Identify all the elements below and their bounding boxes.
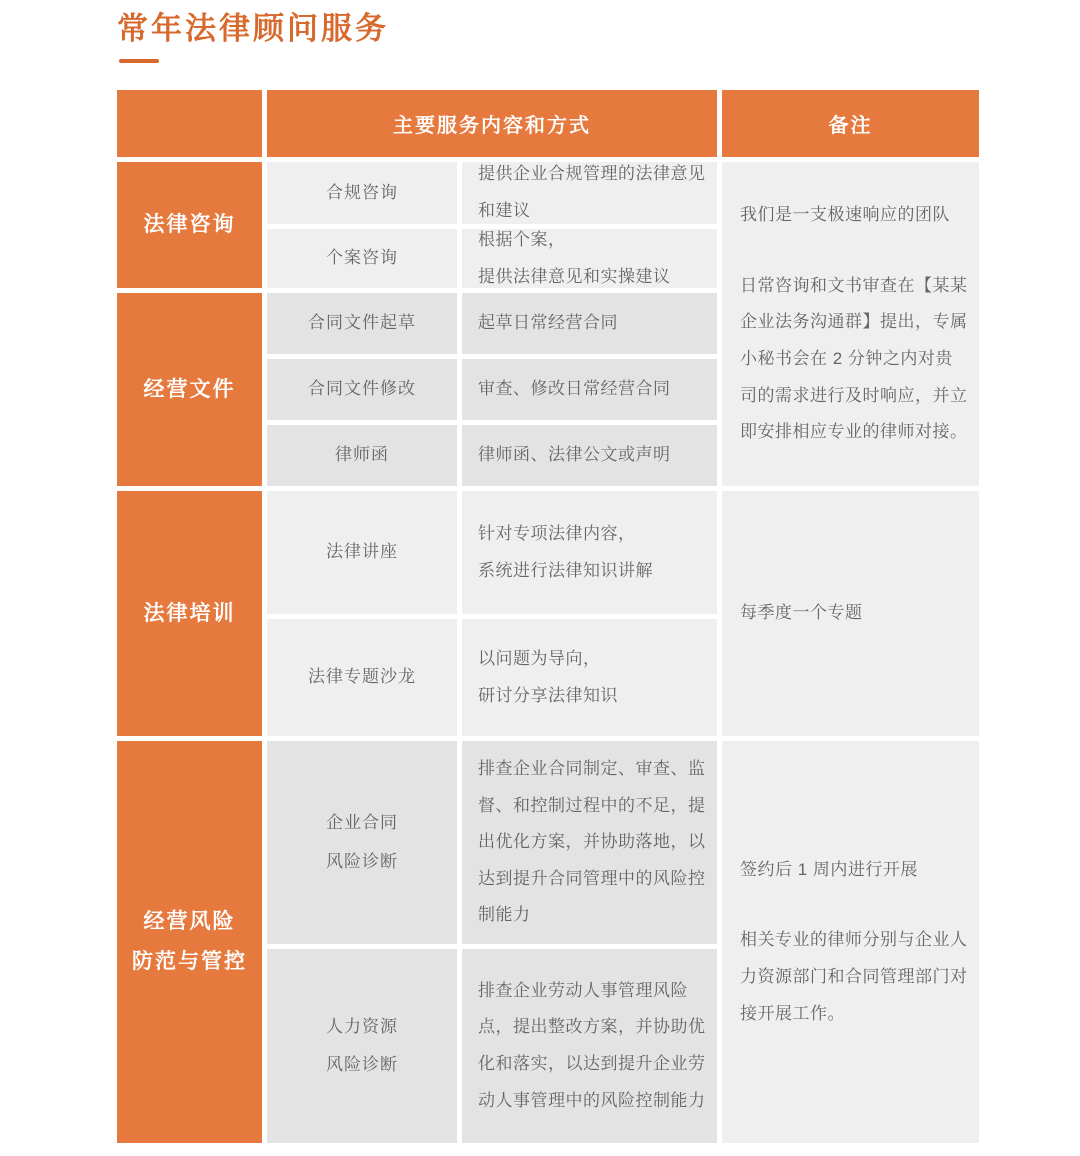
category-label: 法律培训: [143, 601, 236, 625]
note-paragraph: 日常咨询和文书审查在【某某企业法务沟通群】提出，专属小秘书会在 2 分钟之内对贵司的需求进行及时响应，并立即安排相应专业的律师对接。: [740, 275, 968, 442]
service-desc-cell: [462, 741, 717, 944]
category-cell-legal-training: [117, 491, 262, 736]
service-item-label: 法律专题沙龙: [308, 667, 416, 687]
desc-line: 提供企业合规管理的法律意见: [478, 164, 706, 184]
header-services-label: 主要服务内容和方式: [393, 115, 591, 137]
category-cell-legal-consulting: [117, 162, 262, 288]
service-item-label: 风险诊断: [326, 851, 398, 871]
category-cell-risk-management: [117, 741, 262, 1143]
desc-line: 排查企业劳动人事管理风险点，提出整改方案，并协助优化和落实，以达到提升企业劳动人事管理中的风险控制能力: [478, 980, 706, 1110]
desc-line: 研讨分享法律知识: [478, 685, 618, 705]
service-item-label: 合同文件起草: [308, 313, 416, 333]
service-item-label: 个案咨询: [326, 248, 398, 268]
service-desc-cell: [462, 949, 717, 1143]
header-spacer-cell: [117, 90, 262, 157]
service-item-cell: [267, 162, 457, 224]
service-item-label: 合规咨询: [326, 182, 398, 202]
service-item-cell: [267, 425, 457, 486]
category-cell-business-documents: [117, 293, 262, 486]
service-item-label: 企业合同: [326, 813, 398, 833]
page-title: 常年法律顾问服务: [117, 11, 389, 46]
header-notes-label: 备注: [828, 115, 873, 137]
desc-line: 以问题为导向，: [478, 648, 601, 668]
category-label: 经营文件: [143, 377, 236, 401]
desc-line: 律师函、法律公文或声明: [478, 445, 671, 465]
title-block: [117, 10, 389, 63]
desc-line: 排查企业合同制定、审查、监督、和控制过程中的不足，提出优化方案，并协助落地，以达到提升合同管理中的风险控制能力: [478, 759, 706, 925]
desc-line: 审查、修改日常经营合同: [478, 379, 671, 399]
note-cell-kickoff: [722, 741, 979, 1143]
service-item-cell: [267, 619, 457, 736]
desc-line: 针对专项法律内容，: [478, 523, 636, 543]
header-notes: [722, 90, 979, 157]
desc-line: 根据个案，: [478, 229, 566, 249]
note-cell-quarterly-topic: [722, 491, 979, 736]
service-item-cell: [267, 359, 457, 420]
desc-line: 提供法律意见和实操建议: [478, 266, 671, 286]
service-item-cell: [267, 949, 457, 1143]
service-item-label: 法律讲座: [326, 542, 398, 562]
desc-line: 和建议: [478, 201, 531, 220]
desc-line: 起草日常经营合同: [478, 313, 618, 333]
desc-line: 系统进行法律知识讲解: [478, 560, 653, 580]
header-services: [267, 90, 717, 157]
note-paragraph: 相关专业的律师分别与企业人力资源部门和合同管理部门对接开展工作。: [740, 930, 968, 1023]
service-item-label: 合同文件修改: [308, 379, 416, 399]
service-desc-cell: [462, 229, 717, 288]
services-table: [117, 90, 979, 1143]
note-paragraph: 我们是一支极速响应的团队: [740, 205, 950, 225]
service-desc-cell: [462, 425, 717, 486]
note-paragraph: 每季度一个专题: [740, 603, 863, 623]
service-item-label: 律师函: [335, 445, 389, 465]
category-label: 法律咨询: [143, 213, 236, 237]
note-paragraph: 签约后 1 周内进行开展: [740, 859, 918, 879]
service-item-cell: [267, 491, 457, 614]
service-desc-cell: [462, 162, 717, 224]
service-desc-cell: [462, 359, 717, 420]
service-item-cell: [267, 293, 457, 354]
title-underline: [119, 59, 159, 63]
service-desc-cell: [462, 293, 717, 354]
service-item-cell: [267, 229, 457, 288]
service-desc-cell: [462, 491, 717, 614]
note-cell-response-team: [722, 162, 979, 486]
service-desc-cell: [462, 619, 717, 736]
category-label: 防范与管控: [132, 950, 247, 973]
service-item-label: 人力资源: [326, 1016, 398, 1036]
category-label: 经营风险: [143, 910, 236, 934]
service-item-label: 风险诊断: [326, 1055, 398, 1074]
service-item-cell: [267, 741, 457, 944]
